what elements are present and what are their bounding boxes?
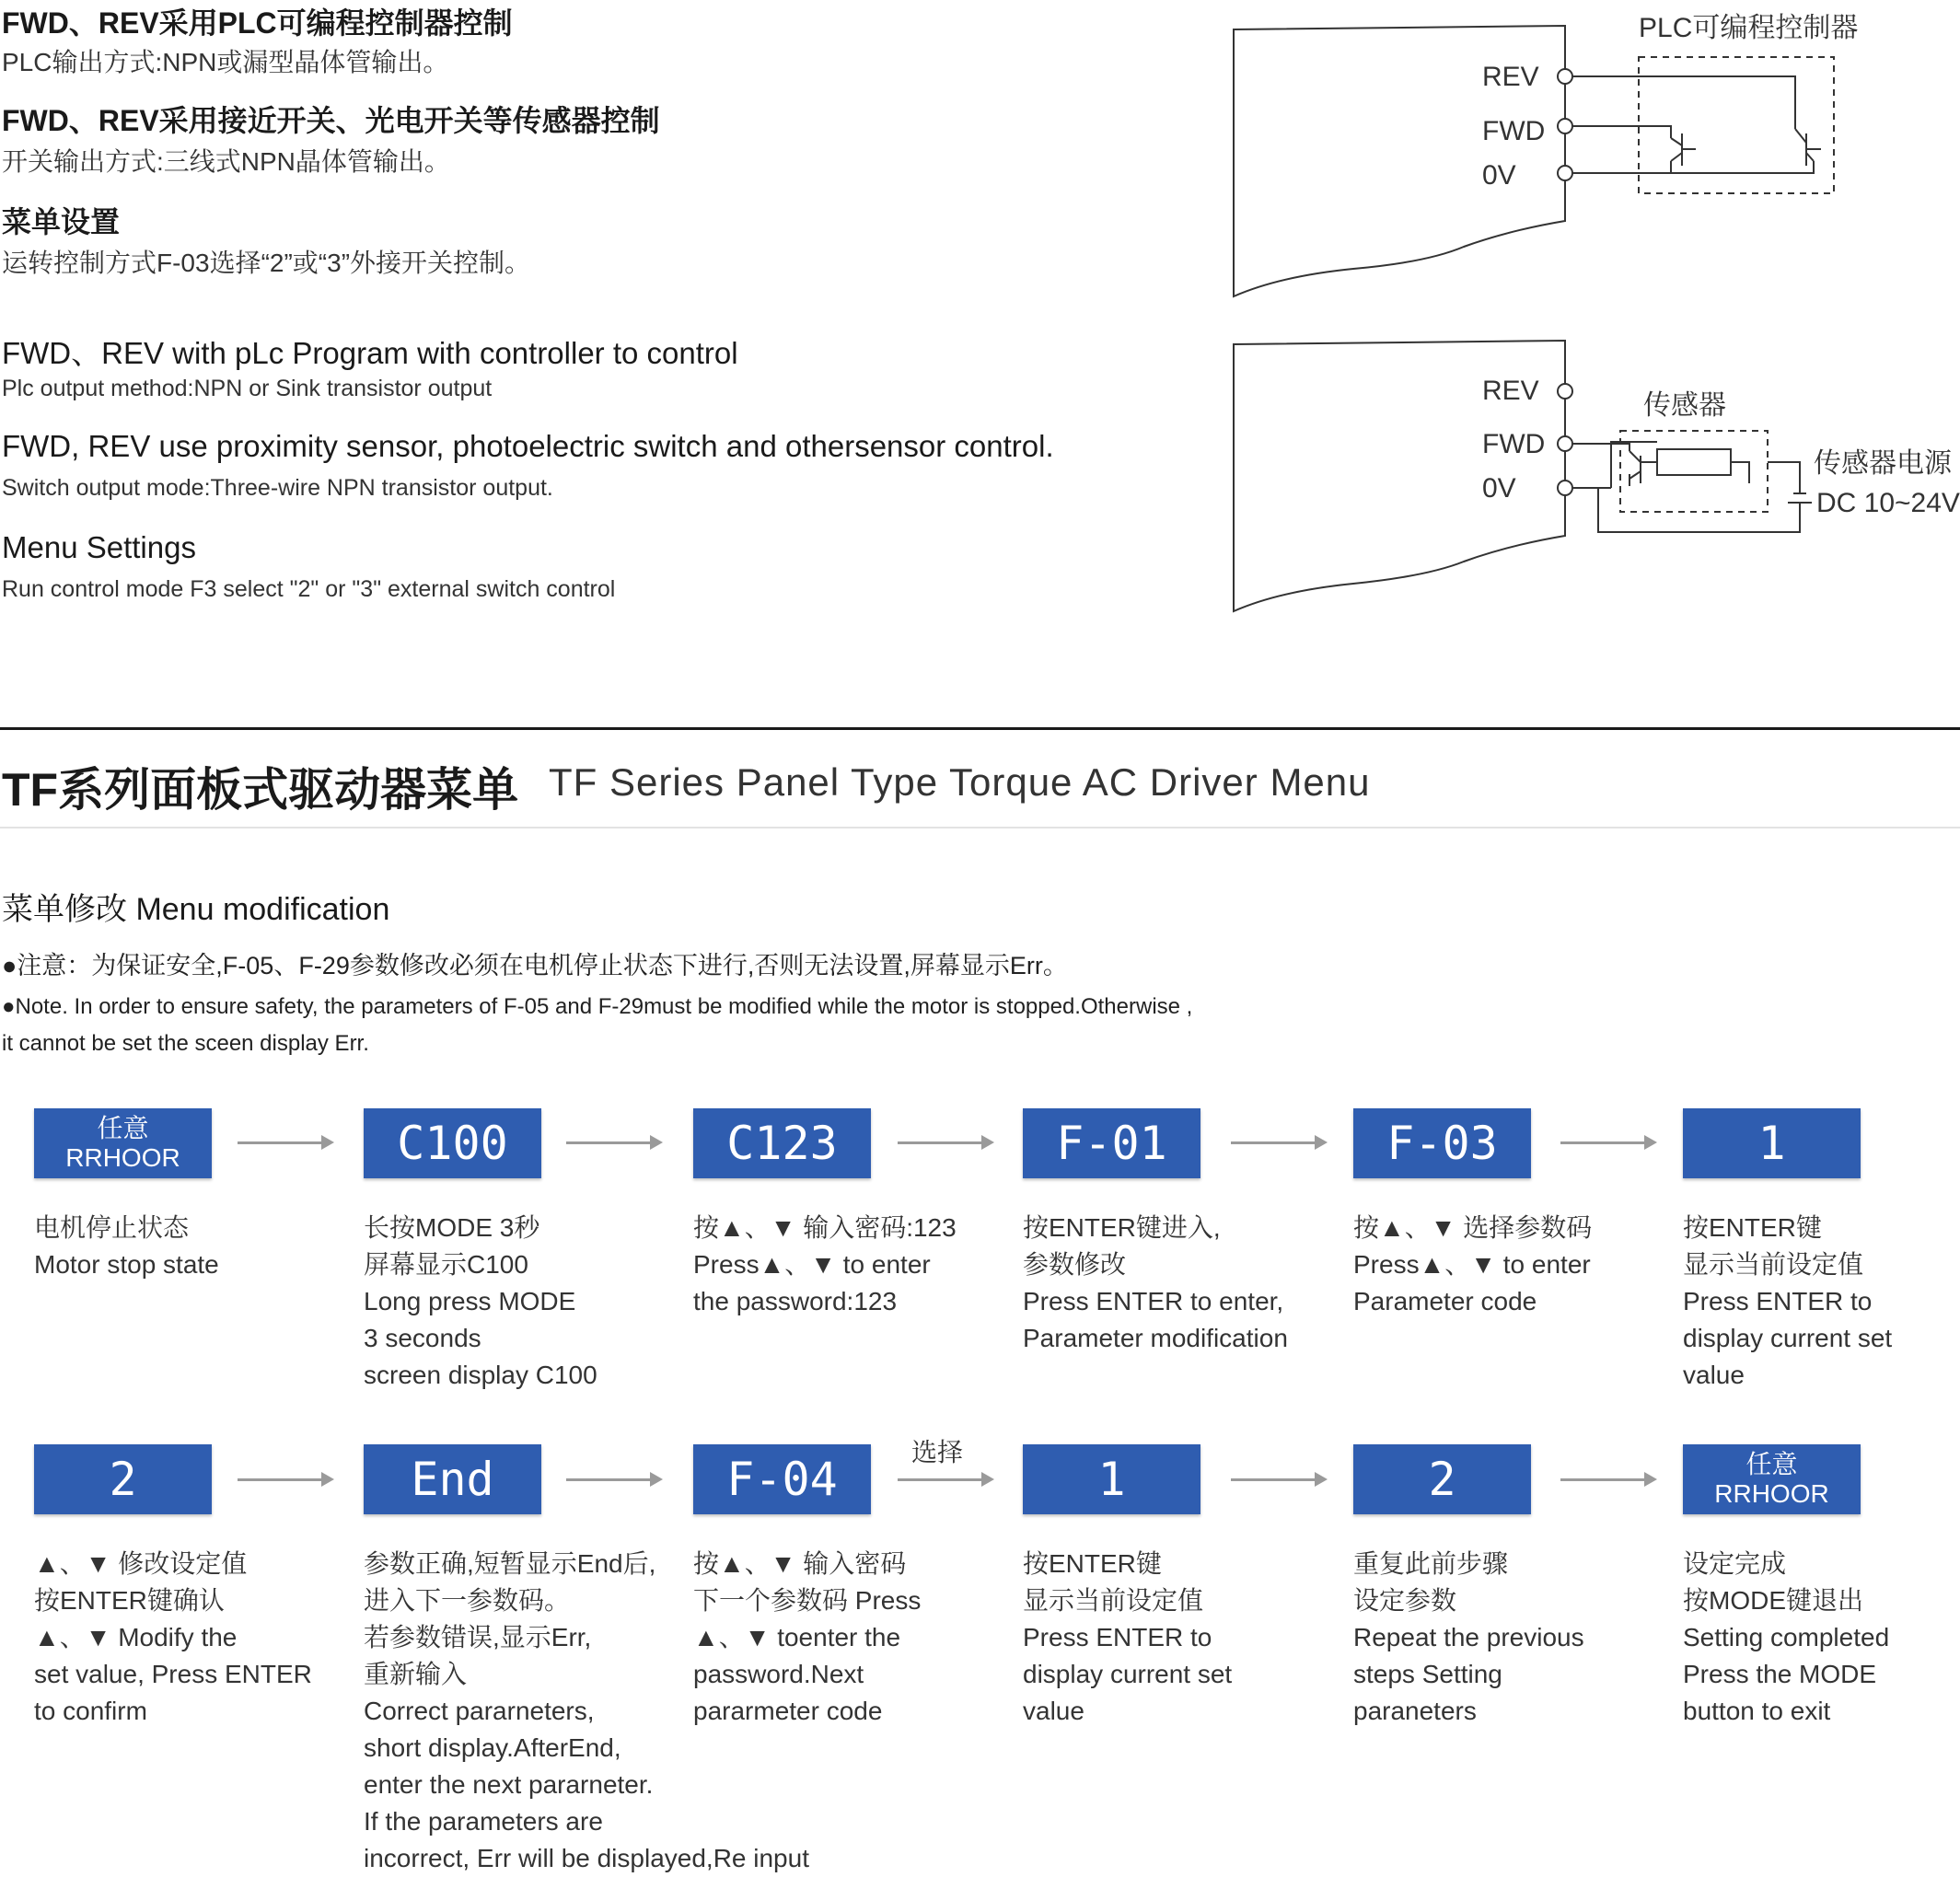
section-bottom-rule: [0, 827, 1960, 828]
sensor-power-voltage: DC 10~24V: [1816, 488, 1960, 518]
desc-line: 长按MODE 3秒: [364, 1213, 540, 1242]
terminal-0v-node: [1558, 166, 1572, 180]
plc-controller-label: PLC可编程控制器: [1639, 13, 1859, 43]
flow-arrow: [1231, 1133, 1328, 1152]
terminal-rev-label-2: REV: [1482, 376, 1539, 406]
step-description: [1683, 1546, 1960, 1730]
desc-line: incorrect, Err will be displayed,Re input: [364, 1844, 809, 1872]
flow-arrow: [566, 1133, 663, 1152]
flow-arrow: [1560, 1133, 1657, 1152]
step-description: [1683, 1210, 1960, 1394]
desc-line: ▲、▼ toenter the: [693, 1623, 901, 1651]
subtext-switch-output-en: Switch output mode:Three-wire NPN transistor output.: [2, 475, 553, 501]
desc-line: Press ENTER to enter,: [1023, 1287, 1284, 1315]
flow-arrow: [566, 1470, 663, 1489]
desc-line: display current set: [1683, 1324, 1893, 1352]
heading-sensor-control-en: FWD, REV use proximity sensor, photoelectric switch and othersensor control.: [2, 429, 1054, 463]
desc-line: 参数修改: [1023, 1250, 1127, 1279]
heading-sensor-control-zh: FWD、REV采用接近开关、光电开关等传感器控制: [2, 104, 660, 137]
step-description: [1023, 1546, 1327, 1730]
flow-arrow: [238, 1133, 334, 1152]
step-description: [34, 1210, 338, 1283]
desc-line: Correct pararneters,: [364, 1697, 595, 1725]
desc-line: enter the next pararneter.: [364, 1770, 654, 1799]
desc-line: Long press MODE: [364, 1287, 576, 1315]
terminal-fwd-node-2: [1558, 436, 1572, 451]
desc-line: 按ENTER键: [1023, 1549, 1162, 1578]
display-text-top: 任意: [1745, 1450, 1798, 1478]
terminal-rev-label: REV: [1482, 62, 1539, 92]
step-description: [693, 1546, 997, 1730]
note-safety-en-line1: ●Note. In order to ensure safety, the parameters of F-05 and F-29must be modified while the motor is stopped.Otherwise ,: [2, 994, 1193, 1019]
desc-line: 按ENTER键进入,: [1023, 1213, 1221, 1242]
heading-plc-control-en: FWD、REV with pLc Program with controller to control: [2, 336, 738, 370]
desc-line: 按MODE键退出: [1683, 1586, 1864, 1615]
heading-menu-settings-zh: 菜单设置: [2, 205, 121, 238]
display-box: [1683, 1444, 1861, 1514]
subtext-menu-settings-zh: 运转控制方式F-03选择“2”或“3”外接开关控制。: [2, 249, 531, 277]
note-safety-zh: ●注意：为保证安全,F-05、F-29参数修改必须在电机停止状态下进行,否则无法设置,屏幕显示Err。: [2, 952, 1068, 979]
heading-menu-settings-en: Menu Settings: [2, 530, 196, 564]
step-description: [34, 1546, 338, 1730]
desc-line: 重复此前步骤: [1353, 1549, 1509, 1578]
flow-arrow: [898, 1133, 994, 1152]
display-box: C123: [693, 1108, 871, 1178]
display-box: End: [364, 1444, 541, 1514]
display-text-bottom: RRHOOR: [65, 1143, 180, 1172]
desc-line: Parameter modification: [1023, 1324, 1288, 1352]
desc-line: 显示当前设定值: [1023, 1586, 1204, 1615]
desc-line: Motor stop state: [34, 1250, 219, 1279]
desc-line: 设定完成: [1683, 1549, 1787, 1578]
desc-line: steps Setting: [1353, 1660, 1502, 1688]
desc-line: Press▲、▼ to enter: [1353, 1250, 1591, 1279]
desc-line: paraneters: [1353, 1697, 1477, 1725]
heading-plc-control-zh: FWD、REV采用PLC可编程控制器控制: [2, 6, 513, 40]
desc-line: ▲、▼ 修改设定值: [34, 1549, 248, 1578]
sensor-label: 传感器: [1643, 390, 1726, 421]
note-safety-en-line2: it cannot be set the sceen display Err.: [2, 1031, 369, 1056]
desc-line: 按▲、▼ 输入密码: [693, 1549, 907, 1578]
desc-line: 按ENTER键确认: [34, 1586, 225, 1615]
flow-arrow: [1560, 1470, 1657, 1489]
subtext-menu-settings-en: Run control mode F3 select "2" or "3" external switch control: [2, 576, 616, 602]
step-description: [1023, 1210, 1327, 1357]
desc-line: Parameter code: [1353, 1287, 1537, 1315]
display-box: 1: [1023, 1444, 1200, 1514]
desc-line: 进入下一参数码。: [364, 1586, 571, 1615]
display-text-bottom: RRHOOR: [1714, 1479, 1829, 1508]
desc-line: password.Next: [693, 1660, 864, 1688]
section-title-en: TF Series Panel Type Torque AC Driver Menu: [549, 760, 1371, 804]
step-description: [1353, 1210, 1657, 1320]
sensor-resistor: [1657, 449, 1731, 475]
menu-modification-title: 菜单修改 Menu modification: [2, 892, 390, 927]
terminal-0v-node-2: [1558, 481, 1572, 495]
desc-line: set value, Press ENTER: [34, 1660, 312, 1688]
subtext-plc-output-en: Plc output method:NPN or Sink transistor output: [2, 376, 493, 401]
sensor-wiing-diagram: [1224, 322, 1960, 626]
desc-line: the password:123: [693, 1287, 898, 1315]
desc-line: value: [1023, 1697, 1084, 1725]
desc-line: 按▲、▼ 输入密码:123: [693, 1213, 957, 1242]
desc-line: 按ENTER键: [1683, 1213, 1822, 1242]
display-box: F-04: [693, 1444, 871, 1514]
subtext-plc-output-zh: PLC输出方式:NPN或漏型晶体管输出。: [2, 48, 449, 76]
display-box: 1: [1683, 1108, 1861, 1178]
display-box: F-03: [1353, 1108, 1531, 1178]
desc-line: 电机停止状态: [34, 1213, 190, 1242]
sensor-power-label: 传感器电源: [1814, 448, 1952, 479]
plc-wiring-diagram: [1224, 0, 1960, 313]
section-title-zh: TF系列面板式驱动器菜单: [2, 764, 519, 816]
terminal-0v-label: 0V: [1482, 160, 1516, 191]
subtext-switch-output-zh: 开关输出方式:三线式NPN晶体管输出。: [2, 147, 450, 176]
desc-line: 重新输入: [364, 1660, 468, 1688]
terminal-fwd-label-2: FWD: [1482, 429, 1546, 459]
desc-line: If the parameters are: [364, 1807, 603, 1836]
terminal-fwd-node: [1558, 119, 1572, 133]
flow-step-2-6: [1683, 1444, 1960, 1730]
terminal-0v-label-2: 0V: [1482, 473, 1516, 504]
desc-line: 屏幕显示C100: [364, 1250, 528, 1279]
display-text-top: 任意: [97, 1114, 149, 1142]
desc-line: Repeat the previous: [1353, 1623, 1584, 1651]
display-box: [34, 1108, 212, 1178]
desc-line: screen display C100: [364, 1361, 597, 1389]
desc-line: Press▲、▼ to enter: [693, 1250, 931, 1279]
flow-arrow: [238, 1470, 334, 1489]
flow-step-1-6: [1683, 1108, 1960, 1394]
step-description: [1353, 1546, 1657, 1730]
desc-line: 参数正确,短暂显示End后,: [364, 1549, 656, 1578]
desc-line: Setting completed: [1683, 1623, 1890, 1651]
desc-line: ▲、▼ Modify the: [34, 1623, 238, 1651]
sensor-dashed-box: [1620, 431, 1768, 512]
step-description: [693, 1210, 997, 1320]
display-box: 2: [1353, 1444, 1531, 1514]
desc-line: short display.AfterEnd,: [364, 1733, 621, 1762]
desc-line: 设定参数: [1353, 1586, 1457, 1615]
desc-line: Press ENTER to: [1683, 1287, 1873, 1315]
desc-line: display current set: [1023, 1660, 1233, 1688]
desc-line: 3 seconds: [364, 1324, 481, 1352]
desc-line: pararmeter code: [693, 1697, 883, 1725]
arrow-label-select: 选择: [911, 1438, 964, 1466]
desc-line: button to exit: [1683, 1697, 1831, 1725]
desc-line: to confirm: [34, 1697, 147, 1725]
desc-line: Press ENTER to: [1023, 1623, 1212, 1651]
terminal-rev-node: [1558, 69, 1572, 84]
section-top-rule: [0, 727, 1960, 730]
desc-line: 若参数错误,显示Err,: [364, 1623, 592, 1651]
desc-line: value: [1683, 1361, 1745, 1389]
step-description: [364, 1210, 667, 1394]
desc-line: 显示当前设定值: [1683, 1250, 1864, 1279]
display-box: 2: [34, 1444, 212, 1514]
flow-arrow: [1231, 1470, 1328, 1489]
desc-line: 按▲、▼ 选择参数码: [1353, 1213, 1593, 1242]
terminal-fwd-label: FWD: [1482, 116, 1546, 146]
transistor-symbol-1: [1671, 133, 1696, 166]
transistor-symbol-2: [1795, 129, 1821, 166]
desc-line: Press the MODE: [1683, 1660, 1877, 1688]
desc-line: 下一个参数码 Press: [693, 1586, 922, 1615]
terminal-rev-node-2: [1558, 384, 1572, 399]
display-box: F-01: [1023, 1108, 1200, 1178]
display-box: C100: [364, 1108, 541, 1178]
flow-arrow: [898, 1470, 994, 1489]
